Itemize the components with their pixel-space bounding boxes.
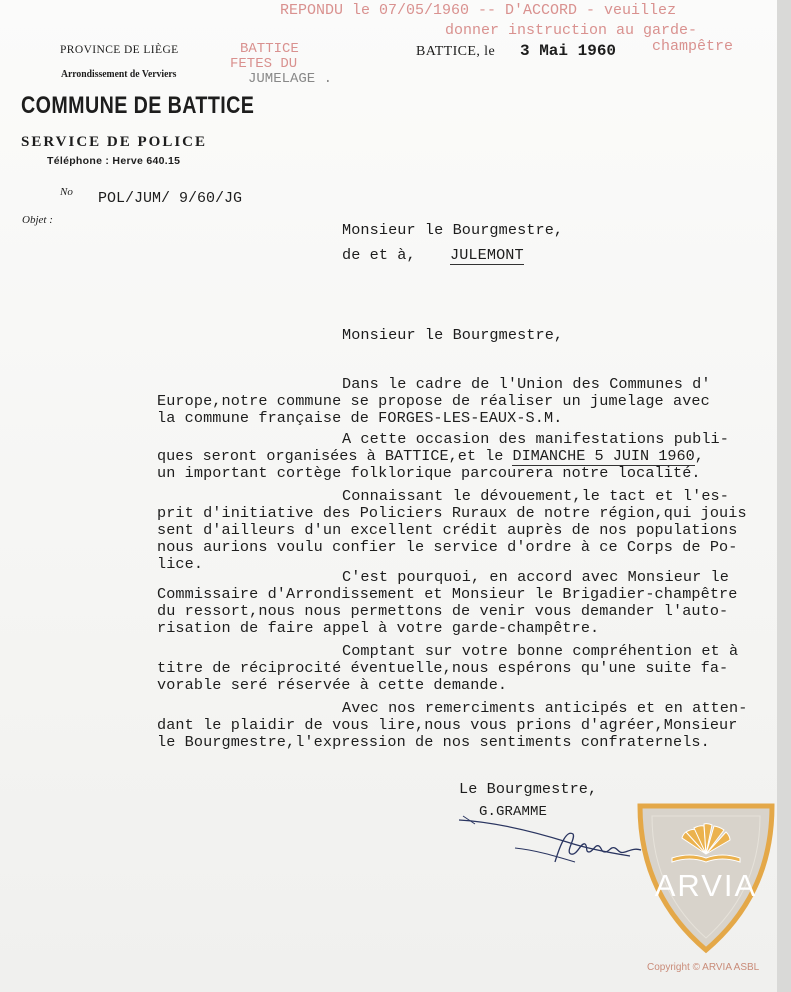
paragraph-1-line-1: Dans le cadre de l'Union des Communes d' [342,375,711,393]
festival-stamp-line-3: JUMELAGE . [248,71,333,87]
paragraph-6-line-1: Avec nos remerciments anticipés et en atten- [342,699,748,717]
signature-name: G.GRAMME [479,804,548,820]
reply-annotation-line-3: champêtre [652,38,734,55]
paragraph-1-line-3: la commune française de FORGES-LES-EAUX-S.M. [157,409,563,427]
date-value: 3 Mai 1960 [520,42,617,60]
event-date-highlight: DIMANCHE 5 JUIN 1960 [512,447,695,465]
paragraph-3-line-4: nous aurions voulu confier le service d'ordre à ce Corps de Po- [157,538,738,556]
recipient-line-2-prefix: de et à, [342,246,416,264]
paragraph-3-line-5: lice. [157,555,204,573]
reply-annotation-line-2: donner instruction au garde- [445,22,698,39]
paragraph-4-line-3: du ressort,nous nous permettons de venir vous demander l'auto- [157,602,729,620]
reference-label: No [60,186,73,198]
paragraph-2-line-3: un important cortège folklorique parcourera notre localité. [157,464,701,482]
paragraph-3-line-1: Connaissant le dévouement,le tact et l'es- [342,487,729,505]
paragraph-6-line-2: dant le plaidir de vous lire,nous vous prions d'agréer,Monsieur [157,716,738,734]
paragraph-5-line-1: Comptant sur votre bonne compréhention et à [342,642,739,660]
reference-number: POL/JUM/ 9/60/JG [98,190,243,207]
paragraph-3-line-3: sent d'ailleurs d'un excellent crédit auprès de nos populations [157,521,738,539]
paragraph-2-line-2-end: , [694,447,704,465]
date-place: BATTICE, le [416,44,496,59]
paragraph-5-line-2: titre de réciprocité éventuelle,nous espérons qu'une suite fa- [157,659,729,677]
paragraph-2-line-2-start: ques seront organisées à BATTICE,et le [157,447,513,465]
paragraph-4-line-4: risation de faire appel à votre garde-champêtre. [157,619,600,637]
signature-title: Le Bourgmestre, [459,780,598,798]
paragraph-1-line-2: Europe,notre commune se propose de réaliser un jumelage avec [157,392,710,410]
paragraph-3-line-2: prit d'initiative des Policiers Ruraux de notre région,qui jouis [157,504,747,522]
letterhead-province: PROVINCE DE LIÈGE [60,44,179,56]
paragraph-4-line-2: Commissaire d'Arrondissement et Monsieur le Brigadier-champêtre [157,585,738,603]
copyright-notice: Copyright © ARVIA ASBL [647,962,760,973]
paragraph-6-line-3: le Bourgmestre,l'expression de nos sentiments confraternels. [157,733,710,751]
letterhead-commune: COMMUNE DE BATTICE [21,92,255,119]
recipient-line-1: Monsieur le Bourgmestre, [342,221,564,239]
recipient-place: JULEMONT [450,246,524,264]
festival-stamp-line-1: BATTICE [240,41,299,57]
paragraph-2-line-1: A cette occasion des manifestations publi- [342,430,729,448]
reply-annotation-line-1: REPONDU le 07/05/1960 -- D'ACCORD - veuillez [280,2,677,19]
paragraph-4-line-1: C'est pourquoi, en accord avec Monsieur le [342,568,729,586]
arvia-watermark [632,798,780,958]
letterhead-telephone: Téléphone : Herve 640.15 [47,155,181,167]
letterhead-service: SERVICE DE POLICE [21,134,208,150]
salutation: Monsieur le Bourgmestre, [342,326,564,344]
arvia-brand-text: ARVIA [654,868,758,903]
letterhead-arrondissement: Arrondissement de Verviers [61,68,177,80]
handwritten-signature [455,812,655,872]
paragraph-5-line-3: vorable seré réservée à cette demande. [157,676,508,694]
objet-label: Objet : [22,214,53,226]
paragraph-2-line-2 [157,448,704,465]
festival-stamp-line-2: FETES DU [230,56,298,72]
